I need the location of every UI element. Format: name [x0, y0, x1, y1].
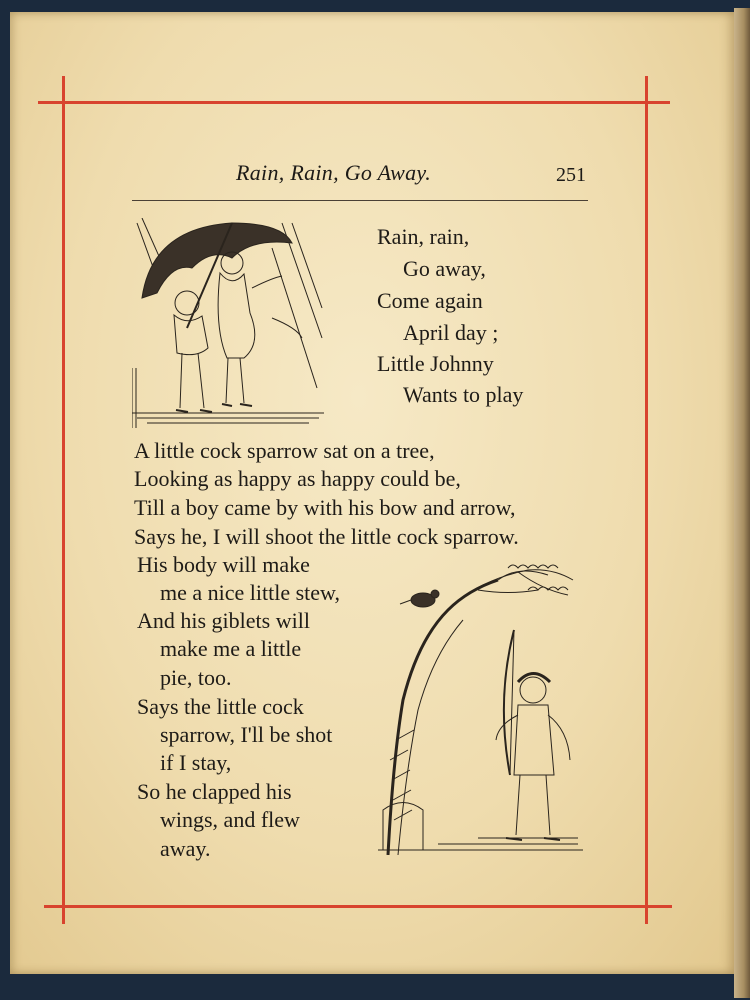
- poem-two-line: make me a little: [160, 636, 302, 661]
- poem-one-line: Go away,: [403, 256, 486, 281]
- umbrella-children-illustration: [132, 218, 324, 428]
- poem-two-line: Says the little cock: [137, 694, 304, 719]
- boy-with-bow-illustration: [378, 560, 583, 855]
- poem-two-line: Says he, I will shoot the little cock sparrow.: [134, 524, 519, 549]
- border-rule-left: [62, 76, 65, 924]
- poem-two-line: sparrow, I'll be shot: [160, 722, 333, 747]
- border-rule-bottom: [44, 905, 672, 908]
- poem-one-line: Wants to play: [403, 382, 524, 407]
- header-rule: [132, 200, 588, 201]
- poem-two-line: me a nice little stew,: [160, 580, 341, 605]
- poem-one-line: Little Johnny: [377, 351, 494, 376]
- poem-one-line: Come again: [377, 288, 483, 313]
- poem-two-line: Till a boy came by with his bow and arrow,: [134, 495, 516, 520]
- poem-two-line: Looking as happy as happy could be,: [134, 466, 461, 491]
- book-spine-edge: [734, 8, 750, 998]
- border-rule-top: [38, 101, 670, 104]
- running-head: Rain, Rain, Go Away.: [236, 160, 432, 185]
- poem-one-line: Rain, rain,: [377, 224, 470, 249]
- poem-two-line: And his giblets will: [137, 608, 310, 633]
- border-rule-right: [645, 76, 648, 924]
- poem-two-line: wings, and flew: [160, 807, 300, 832]
- page-number: 251: [556, 164, 586, 186]
- poem-two-line: if I stay,: [160, 750, 232, 775]
- poem-two-line: So he clapped his: [137, 779, 292, 804]
- poem-two-line: A little cock sparrow sat on a tree,: [134, 438, 435, 463]
- poem-two-line: away.: [160, 836, 211, 861]
- poem-two-line: pie, too.: [160, 665, 232, 690]
- poem-one-line: April day ;: [403, 320, 499, 345]
- poem-two-line: His body will make: [137, 552, 310, 577]
- book-page: [10, 12, 736, 974]
